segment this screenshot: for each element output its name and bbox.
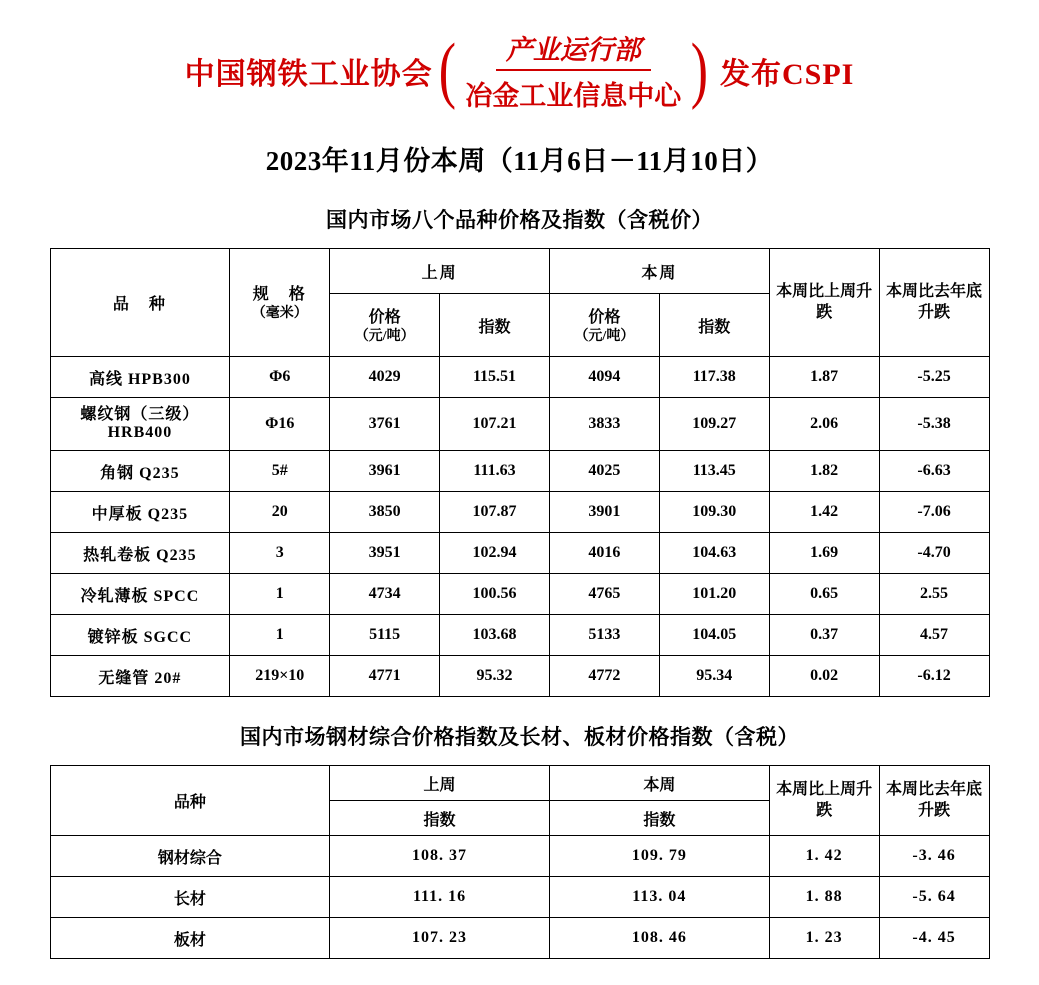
page-header <box>0 0 1039 113</box>
row-species: 高线 HPB300 <box>50 357 230 398</box>
publish-label: 发布CSPI <box>719 57 855 91</box>
row-this-price: 4772 <box>549 656 659 697</box>
header-this-week: 本周 <box>549 766 769 801</box>
table-row <box>50 574 989 615</box>
table-row <box>50 656 989 697</box>
table-row <box>50 836 989 877</box>
row-last-index: 111. 16 <box>330 877 550 918</box>
header-this-price-label: 价格 <box>588 308 621 326</box>
row-species: 热轧卷板 Q235 <box>50 533 230 574</box>
row-last-price: 4734 <box>330 574 440 615</box>
row-cmp-week: 1.69 <box>769 533 879 574</box>
row-species: 冷轧薄板 SPCC <box>50 574 230 615</box>
table-row <box>50 918 989 959</box>
row-species: 镀锌板 SGCC <box>50 615 230 656</box>
row-cmp-week: 0.02 <box>769 656 879 697</box>
table-header-row-1 <box>50 766 989 801</box>
row-last-price: 3850 <box>330 492 440 533</box>
composite-index-table <box>50 765 990 959</box>
row-cmp-year: -6.63 <box>879 451 989 492</box>
header-cmp-week: 本周比上周升跌 <box>769 766 879 836</box>
row-last-index: 115.51 <box>440 357 550 398</box>
row-spec: Φ16 <box>230 398 330 451</box>
row-cmp-week: 0.37 <box>769 615 879 656</box>
header-last-price-label: 价格 <box>368 308 401 326</box>
row-this-index: 109. 79 <box>549 836 769 877</box>
row-species: 钢材综合 <box>50 836 330 877</box>
header-last-price-unit: （元/吨） <box>354 328 415 344</box>
row-this-index: 109.27 <box>659 398 769 451</box>
header-this-price-unit: （元/吨） <box>574 328 635 344</box>
row-this-index: 104.63 <box>659 533 769 574</box>
row-this-price: 4094 <box>549 357 659 398</box>
header-spec <box>230 249 330 357</box>
row-cmp-week: 2.06 <box>769 398 879 451</box>
row-cmp-week: 1.87 <box>769 357 879 398</box>
row-cmp-year: -5.25 <box>879 357 989 398</box>
row-last-index: 107.87 <box>440 492 550 533</box>
row-this-index: 113. 04 <box>549 877 769 918</box>
row-this-price: 3901 <box>549 492 659 533</box>
row-spec: 1 <box>230 615 330 656</box>
row-this-price: 4016 <box>549 533 659 574</box>
row-last-index: 102.94 <box>440 533 550 574</box>
header-this-index: 指数 <box>659 294 769 357</box>
table2-wrapper <box>0 765 1039 959</box>
header-last-price <box>330 294 440 357</box>
row-last-index: 111.63 <box>440 451 550 492</box>
row-cmp-year: 2.55 <box>879 574 989 615</box>
row-cmp-week: 1. 88 <box>769 877 879 918</box>
header-last-index: 指数 <box>440 294 550 357</box>
department-line-1: 产业运行部 <box>496 28 651 71</box>
table1-title: 国内市场八个品种价格及指数（含税价） <box>326 208 713 232</box>
table-row <box>50 533 989 574</box>
header-cmp-year: 本周比去年底升跌 <box>879 766 989 836</box>
row-this-index: 95.34 <box>659 656 769 697</box>
row-this-price: 3833 <box>549 398 659 451</box>
row-this-index: 101.20 <box>659 574 769 615</box>
header-cmp-week: 本周比上周升跌 <box>769 249 879 357</box>
table-row <box>50 357 989 398</box>
row-this-index: 108. 46 <box>549 918 769 959</box>
date-range-title: 2023年11月份本周（11月6日－11月10日） <box>265 146 774 176</box>
row-this-price: 5133 <box>549 615 659 656</box>
row-spec: 3 <box>230 533 330 574</box>
association-name: 中国钢铁工业协会 <box>184 57 433 91</box>
header-last-week: 上周 <box>330 766 550 801</box>
header-spec-label: 规 格 <box>252 286 307 304</box>
header-species: 品 种 <box>50 249 230 357</box>
row-species: 无缝管 20# <box>50 656 230 697</box>
row-this-index: 113.45 <box>659 451 769 492</box>
row-species: 中厚板 Q235 <box>50 492 230 533</box>
row-last-index: 95.32 <box>440 656 550 697</box>
row-cmp-year: 4.57 <box>879 615 989 656</box>
row-cmp-year: -3. 46 <box>879 836 989 877</box>
row-spec: Φ6 <box>230 357 330 398</box>
header-species: 品种 <box>50 766 330 836</box>
row-cmp-year: -7.06 <box>879 492 989 533</box>
row-cmp-week: 1.42 <box>769 492 879 533</box>
row-this-index: 104.05 <box>659 615 769 656</box>
row-cmp-week: 1. 42 <box>769 836 879 877</box>
header-middle-block <box>461 28 685 113</box>
row-cmp-year: -5. 64 <box>879 877 989 918</box>
row-this-index: 117.38 <box>659 357 769 398</box>
row-this-price: 4765 <box>549 574 659 615</box>
table-header-row-1 <box>50 249 989 294</box>
price-index-table <box>50 248 990 697</box>
row-cmp-week: 0.65 <box>769 574 879 615</box>
row-species: 角钢 Q235 <box>50 451 230 492</box>
row-last-price: 3951 <box>330 533 440 574</box>
table-row <box>50 492 989 533</box>
bracket-close-icon: ) <box>691 28 709 111</box>
table-row <box>50 615 989 656</box>
row-cmp-year: -5.38 <box>879 398 989 451</box>
row-last-price: 4771 <box>330 656 440 697</box>
row-last-index: 100.56 <box>440 574 550 615</box>
table-row <box>50 398 989 451</box>
header-this-price <box>549 294 659 357</box>
department-line-2: 冶金工业信息中心 <box>465 81 682 111</box>
header-spec-unit: （毫米） <box>251 306 308 322</box>
table2-title: 国内市场钢材综合价格指数及长材、板材价格指数（含税） <box>240 725 799 749</box>
row-last-price: 5115 <box>330 615 440 656</box>
row-species: 长材 <box>50 877 330 918</box>
row-species <box>50 398 230 451</box>
header-cmp-year: 本周比去年底升跌 <box>879 249 989 357</box>
row-last-index: 103.68 <box>440 615 550 656</box>
row-last-price: 4029 <box>330 357 440 398</box>
header-this-index: 指数 <box>549 801 769 836</box>
row-cmp-week: 1. 23 <box>769 918 879 959</box>
table-row <box>50 877 989 918</box>
row-cmp-week: 1.82 <box>769 451 879 492</box>
row-spec: 20 <box>230 492 330 533</box>
row-last-price: 3961 <box>330 451 440 492</box>
row-species: 板材 <box>50 918 330 959</box>
row-spec: 1 <box>230 574 330 615</box>
header-last-index: 指数 <box>330 801 550 836</box>
bracket-open-icon: ( <box>438 28 456 111</box>
row-last-index: 108. 37 <box>330 836 550 877</box>
row-last-price: 3761 <box>330 398 440 451</box>
row-cmp-year: -4. 45 <box>879 918 989 959</box>
row-cmp-year: -6.12 <box>879 656 989 697</box>
row-cmp-year: -4.70 <box>879 533 989 574</box>
header-this-week: 本周 <box>549 249 769 294</box>
row-spec: 219×10 <box>230 656 330 697</box>
table-row <box>50 451 989 492</box>
row-this-price: 4025 <box>549 451 659 492</box>
row-species-line2: HRB400 <box>107 424 173 441</box>
row-this-index: 109.30 <box>659 492 769 533</box>
table1-wrapper <box>0 248 1039 697</box>
row-last-index: 107. 23 <box>330 918 550 959</box>
row-spec: 5# <box>230 451 330 492</box>
row-last-index: 107.21 <box>440 398 550 451</box>
row-species-line1: 螺纹钢（三级） <box>80 405 200 423</box>
header-last-week: 上周 <box>330 249 550 294</box>
